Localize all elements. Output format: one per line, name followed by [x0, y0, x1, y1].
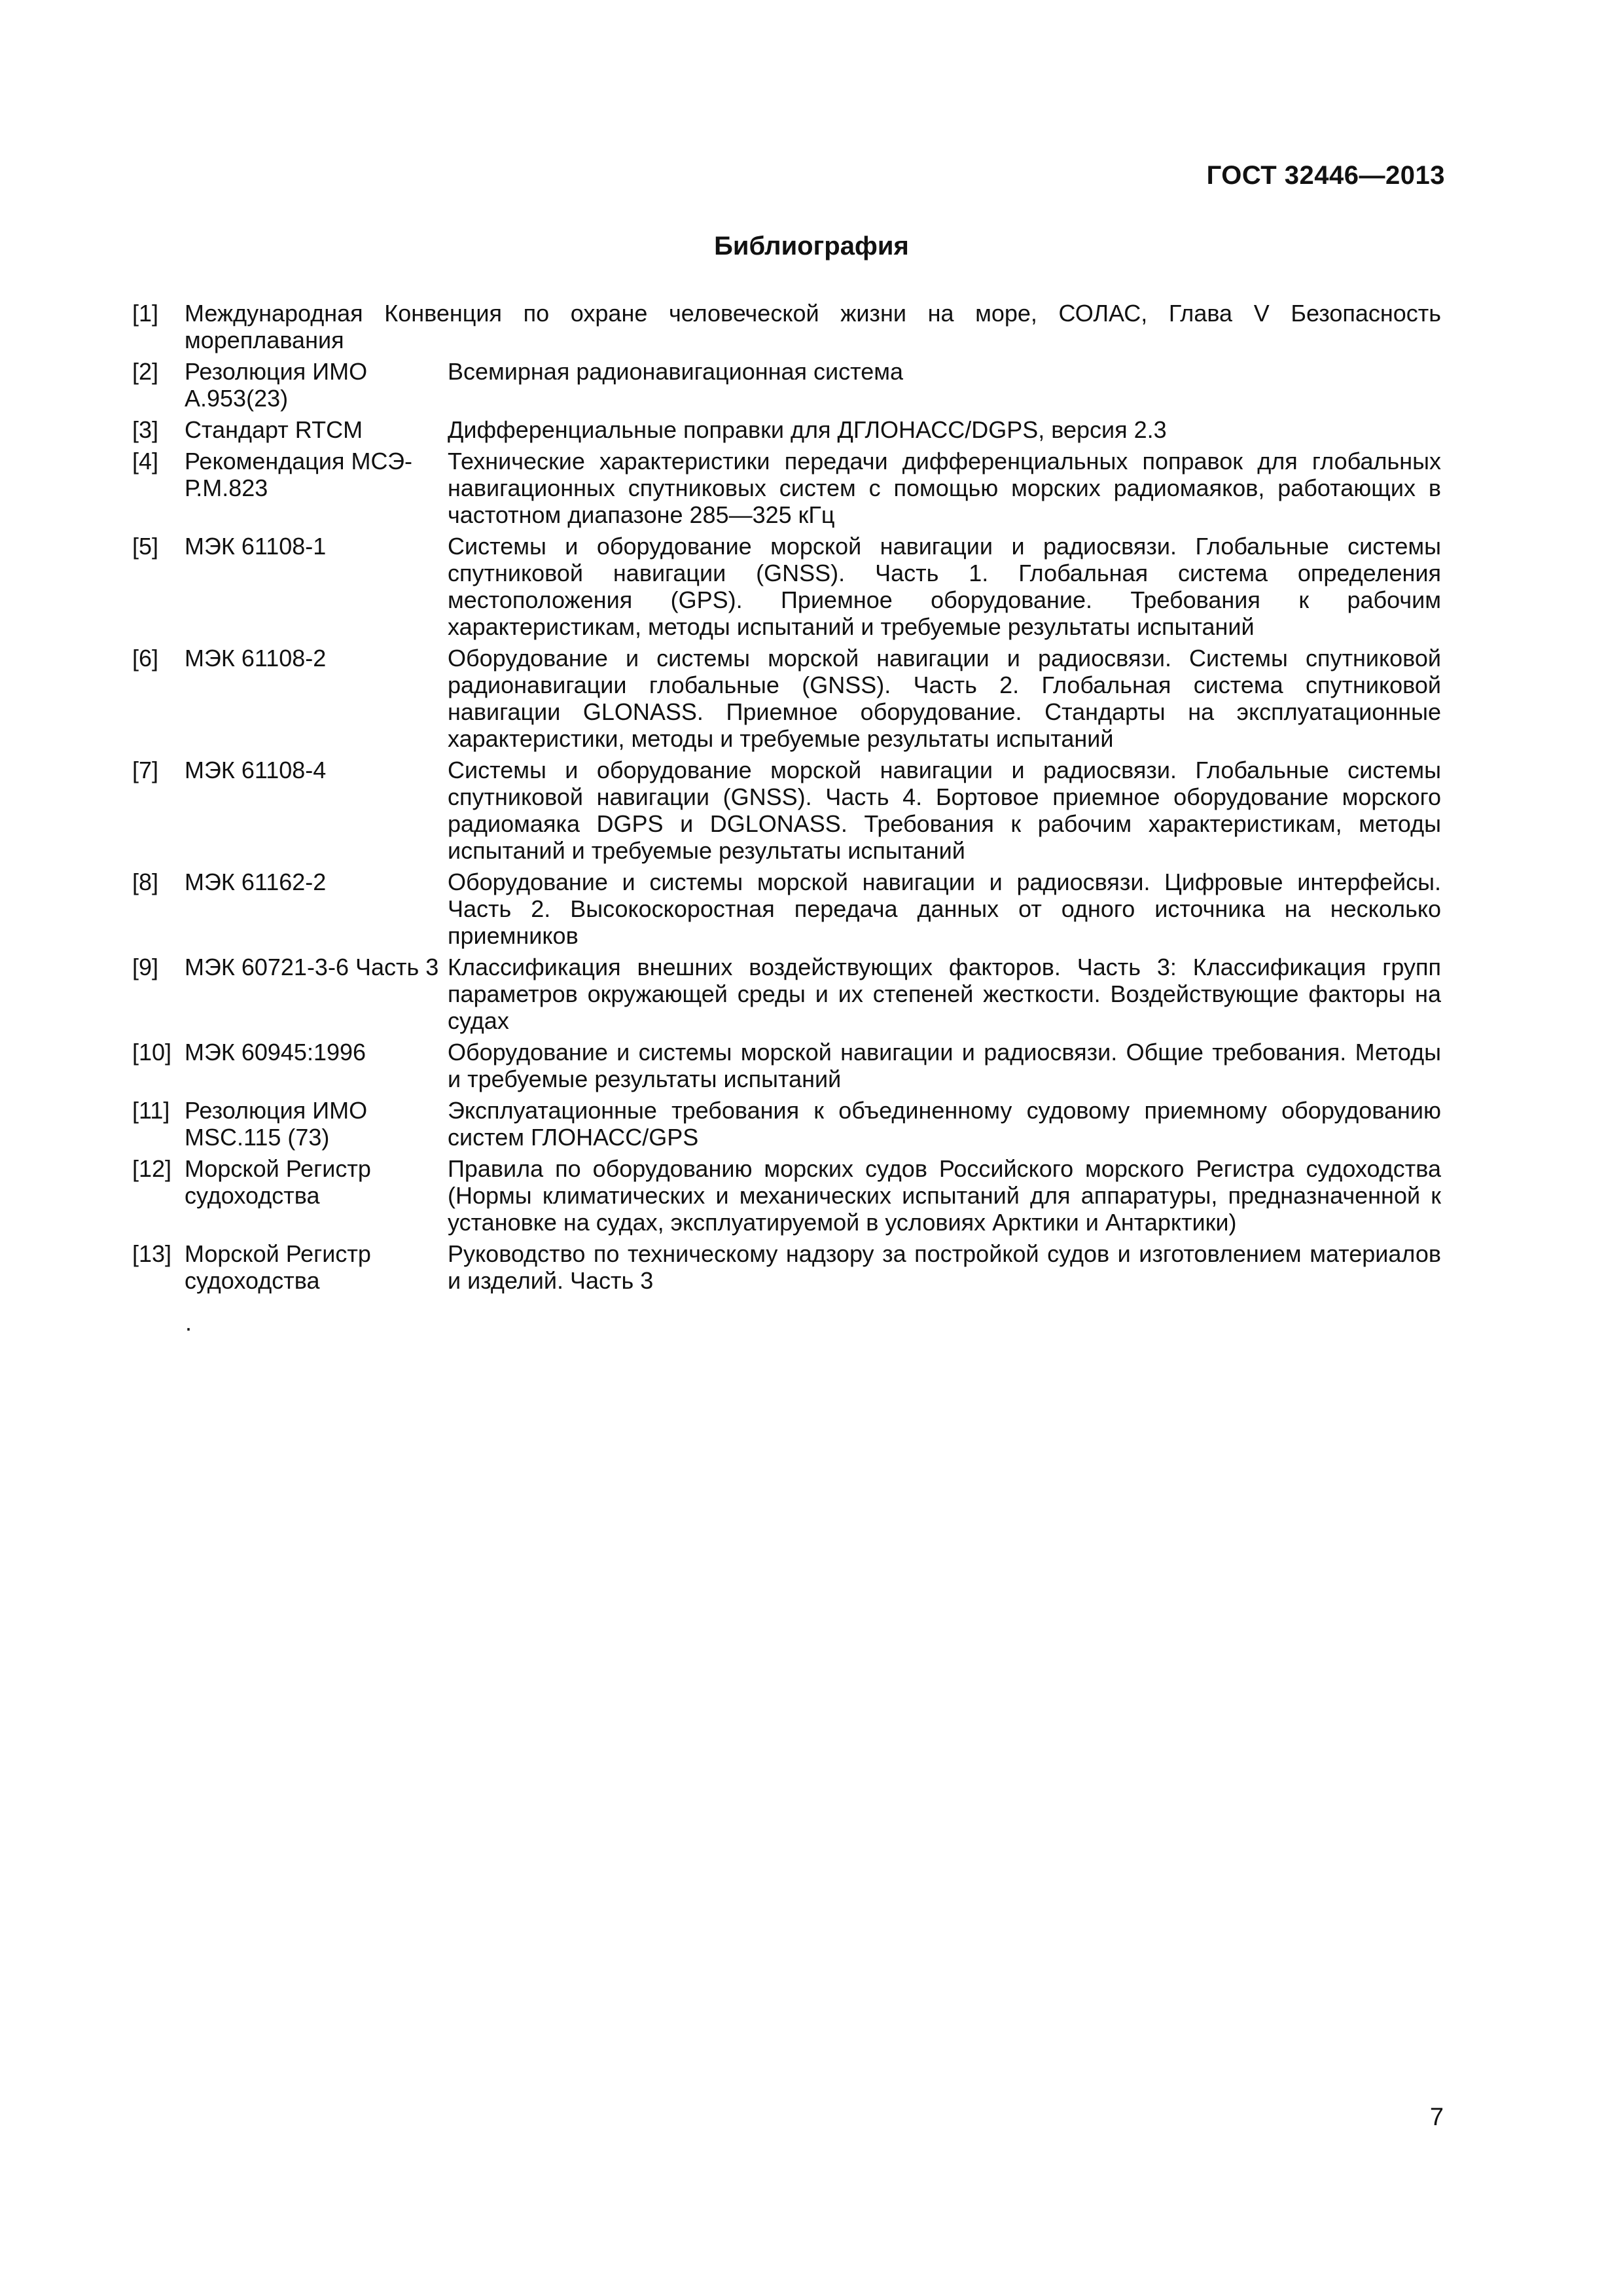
entry-number: [12]: [132, 1155, 172, 1182]
bibliography-entry-13: [132, 1240, 1441, 1299]
entry-title: Международная Конвенция по охране человеческой жизни на море, СОЛАС, Глава V Безопасность мореплавания: [185, 300, 1441, 353]
entry-title: Всемирная радионавигационная система: [448, 358, 904, 385]
page-number: 7: [1429, 2104, 1444, 2131]
entry-title: Оборудование и системы морской навигации и радиосвязи. Цифровые интерфейсы. Часть 2. Высокоскоростная передача данных от одного источника на несколько приемников: [448, 869, 1441, 949]
entry-number: [13]: [132, 1240, 172, 1267]
entry-title: Оборудование и системы морской навигации и радиосвязи. Системы спутниковой радионавигации глобальные (GNSS). Часть 2. Глобальная система спутниковой навигации GLONASS. Приемное оборудование. Стандарты на эксплуатационные характеристики, методы и требуемые результаты испытаний: [448, 645, 1441, 752]
entry-number: [1]: [132, 300, 159, 327]
entry-source: Резолюция ИМО MSC.115 (73): [185, 1097, 368, 1151]
bibliography-entry-1: [132, 300, 1441, 358]
entry-title: Руководство по техническому надзору за постройкой судов и изготовлением материалов и изделий. Часть 3: [448, 1240, 1441, 1294]
bibliography-entry-12: [132, 1155, 1441, 1240]
entry-title: Системы и оборудование морской навигации и радиосвязи. Глобальные системы спутниковой навигации (GNSS). Часть 1. Глобальная система определения местоположения (GPS). Приемное оборудование. Требования к рабочим характеристикам, методы испытаний и требуемые результаты испытаний: [448, 533, 1441, 640]
entry-source: Морской Регистр судоходства: [185, 1240, 371, 1294]
bibliography-entry-3: [132, 416, 1441, 448]
entry-title: Технические характеристики передачи дифференциальных поправок для глобальных навигационных спутниковых систем с помощью морских радиомаяков, работающих в частотном диапазоне 285—325 кГц: [448, 448, 1441, 528]
entry-number: [3]: [132, 416, 159, 443]
entry-title: Классификация внешних воздействующих факторов. Часть 3: Классификация групп параметров окружающей среды и их степеней жесткости. Воздействующие факторы на судах: [448, 954, 1441, 1034]
entry-number: [10]: [132, 1039, 172, 1066]
bibliography-table: [132, 300, 1441, 1299]
entry-title: Системы и оборудование морской навигации и радиосвязи. Глобальные системы спутниковой навигации (GNSS). Часть 4. Бортовое приемное оборудование морского радиомаяка DGPS и DGLONASS. Требования к рабочим характеристикам, методы испытаний и требуемые результаты испытаний: [448, 757, 1441, 864]
bibliography-entry-10: [132, 1039, 1441, 1097]
bibliography-title: Библиография: [714, 232, 909, 260]
entry-source: Резолюция ИМО А.953(23): [185, 358, 368, 412]
bibliography-entry-4: [132, 448, 1441, 533]
entry-number: [8]: [132, 869, 159, 895]
entry-number: [9]: [132, 954, 159, 980]
entry-title: Дифференциальные поправки для ДГЛОНАСС/DGPS, версия 2.3: [448, 416, 1167, 443]
entry-source: МЭК 60945:1996: [185, 1039, 366, 1066]
entry-title: Оборудование и системы морской навигации и радиосвязи. Общие требования. Методы и требуемые результаты испытаний: [448, 1039, 1441, 1092]
bibliography-entry-8: [132, 869, 1441, 954]
entry-source: МЭК 61108-4: [185, 757, 327, 783]
entry-number: [5]: [132, 533, 159, 560]
entry-number: [7]: [132, 757, 159, 783]
entry-number: [2]: [132, 358, 159, 385]
bibliography-entry-2: [132, 358, 1441, 416]
bibliography-entry-9: [132, 954, 1441, 1039]
bibliography-entry-6: [132, 645, 1441, 757]
entry-source: Морской Регистр судоходства: [185, 1155, 371, 1209]
entry-source: МЭК 60721-3-6 Часть 3: [185, 954, 439, 980]
bibliography-entry-11: [132, 1097, 1441, 1155]
bibliography-entry-5: [132, 533, 1441, 645]
entry-source: МЭК 61162-2: [185, 869, 327, 895]
entry-number: [11]: [132, 1097, 170, 1124]
entry-title: Правила по оборудованию морских судов Российского морского Регистра судоходства (Нормы климатических и механических испытаний для аппаратуры, предназначенной к установке на судах, эксплуатируемой в условиях Арктики и Антарктики): [448, 1155, 1441, 1236]
document-code-header: ГОСТ 32446—2013: [1206, 161, 1445, 190]
entry-source: МЭК 61108-2: [185, 645, 327, 672]
bibliography-entry-7: [132, 757, 1441, 869]
entry-source: Стандарт RTCM: [185, 416, 363, 443]
entry-source: МЭК 61108-1: [185, 533, 327, 560]
entry-number: [4]: [132, 448, 159, 475]
entry-title: Эксплуатационные требования к объединенному судовому приемному оборудованию систем ГЛОНАСС/GPS: [448, 1097, 1441, 1151]
entry-source: Рекомендация МСЭ-Р.М.823: [185, 448, 412, 501]
trailing-mark: .: [185, 1309, 192, 1336]
entry-number: [6]: [132, 645, 159, 672]
